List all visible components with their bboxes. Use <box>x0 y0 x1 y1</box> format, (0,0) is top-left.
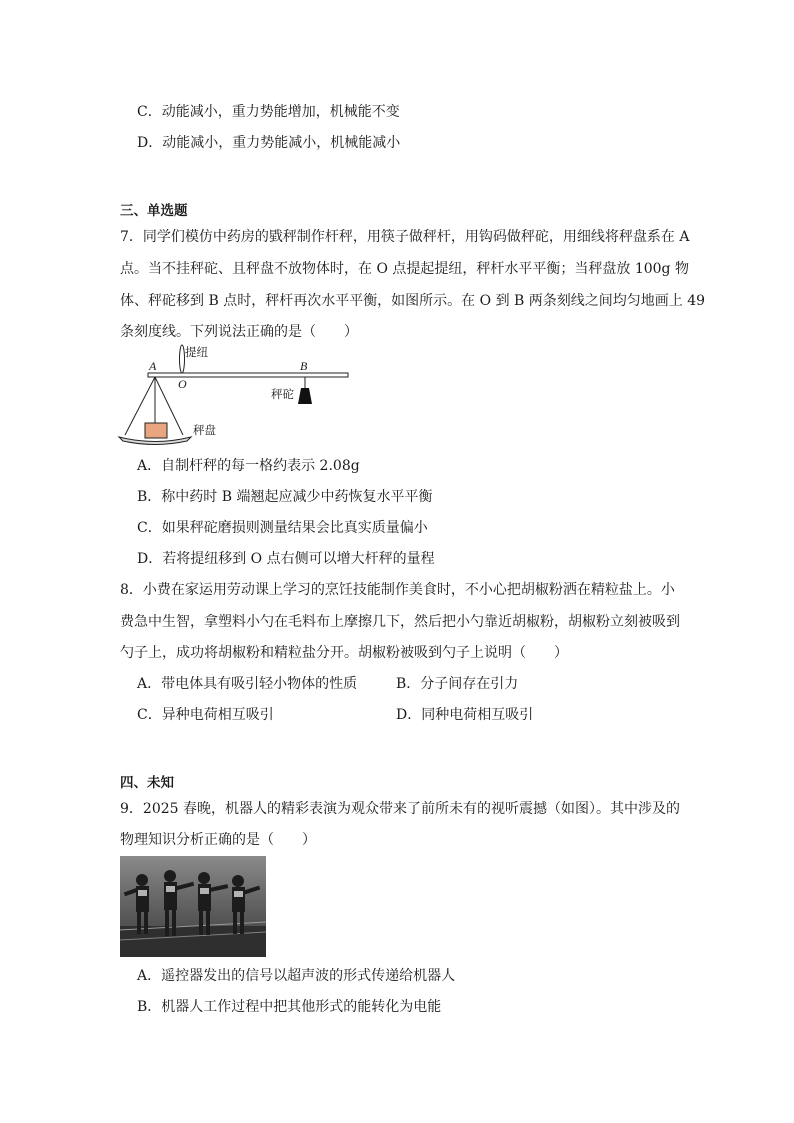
q8-option-c: C．异种电荷相互吸引 <box>137 707 274 723</box>
q9-stem-line2: 物理知识分析正确的是（ ） <box>120 832 316 848</box>
q7-option-d: D．若将提纽移到 O 点右侧可以增大杆秤的量程 <box>137 551 435 567</box>
q7-option-b: B．称中药时 B 端翘起应减少中药恢复水平平衡 <box>137 489 433 505</box>
q8-option-d: D．同种电荷相互吸引 <box>396 707 534 723</box>
q7-steelyard-figure <box>115 342 355 450</box>
q8-stem-line1: 8．小费在家运用劳动课上学习的烹饪技能制作美食时，不小心把胡椒粉洒在精粒盐上。小 <box>120 582 675 598</box>
prev-option-d: D．动能减小，重力势能减小，机械能减小 <box>137 135 401 151</box>
prev-option-c: C．动能减小，重力势能增加，机械能不变 <box>137 104 400 120</box>
label-tiniu: 提纽 <box>185 345 208 359</box>
q8-stem-line2: 费急中生智，拿塑料小勺在毛料布上摩擦几下，然后把小勺靠近胡椒粉，胡椒粉立刻被吸到 <box>120 614 680 630</box>
label-chengpan: 秤盘 <box>193 423 216 437</box>
q9-option-b: B．机器人工作过程中把其他形式的能转化为电能 <box>137 999 442 1015</box>
q8-option-b: B．分子间存在引力 <box>396 676 519 692</box>
label-chengtuo: 秤砣 <box>271 387 294 401</box>
q7-stem-line2: 点。当不挂秤砣、且秤盘不放物体时，在 O 点提起提纽，秤杆水平平衡；当秤盘放 100g 物 <box>120 261 689 277</box>
q7-option-a: A．自制杆秤的每一格约表示 2.08g <box>137 458 360 474</box>
q7-stem-line1: 7．同学们模仿中药房的戥秤制作杆秤，用筷子做秤杆，用钩码做秤砣，用细线将秤盘系在 A <box>120 229 690 245</box>
label-point-a: A <box>149 359 157 373</box>
section-title-single-choice: 三、单选题 <box>120 203 188 219</box>
q7-stem-line3: 体、秤砣移到 B 点时，秤杆再次水平平衡，如图所示。在 O 到 B 两条刻线之间均匀地画上 49 <box>120 293 706 309</box>
q8-stem-line3: 勺子上，成功将胡椒粉和精粒盐分开。胡椒粉被吸到勺子上说明（ ） <box>120 645 568 661</box>
section-title-unknown: 四、未知 <box>120 775 174 791</box>
q9-stem-line1: 9．2025 春晚，机器人的精彩表演为观众带来了前所未有的视听震撼（如图）。其中涉及的 <box>120 801 680 817</box>
q7-option-c: C．如果秤砣磨损则测量结果会比真实质量偏小 <box>137 520 428 536</box>
label-point-b: B <box>300 359 308 373</box>
q9-robot-performance-photo <box>120 856 266 957</box>
q9-option-a: A．遥控器发出的信号以超声波的形式传递给机器人 <box>137 968 456 984</box>
label-point-o: O <box>178 377 187 391</box>
q8-option-a: A．带电体具有吸引轻小物体的性质 <box>137 676 358 692</box>
robot-photo-image <box>120 856 266 957</box>
q7-stem-line4: 条刻度线。下列说法正确的是（ ） <box>120 324 358 340</box>
